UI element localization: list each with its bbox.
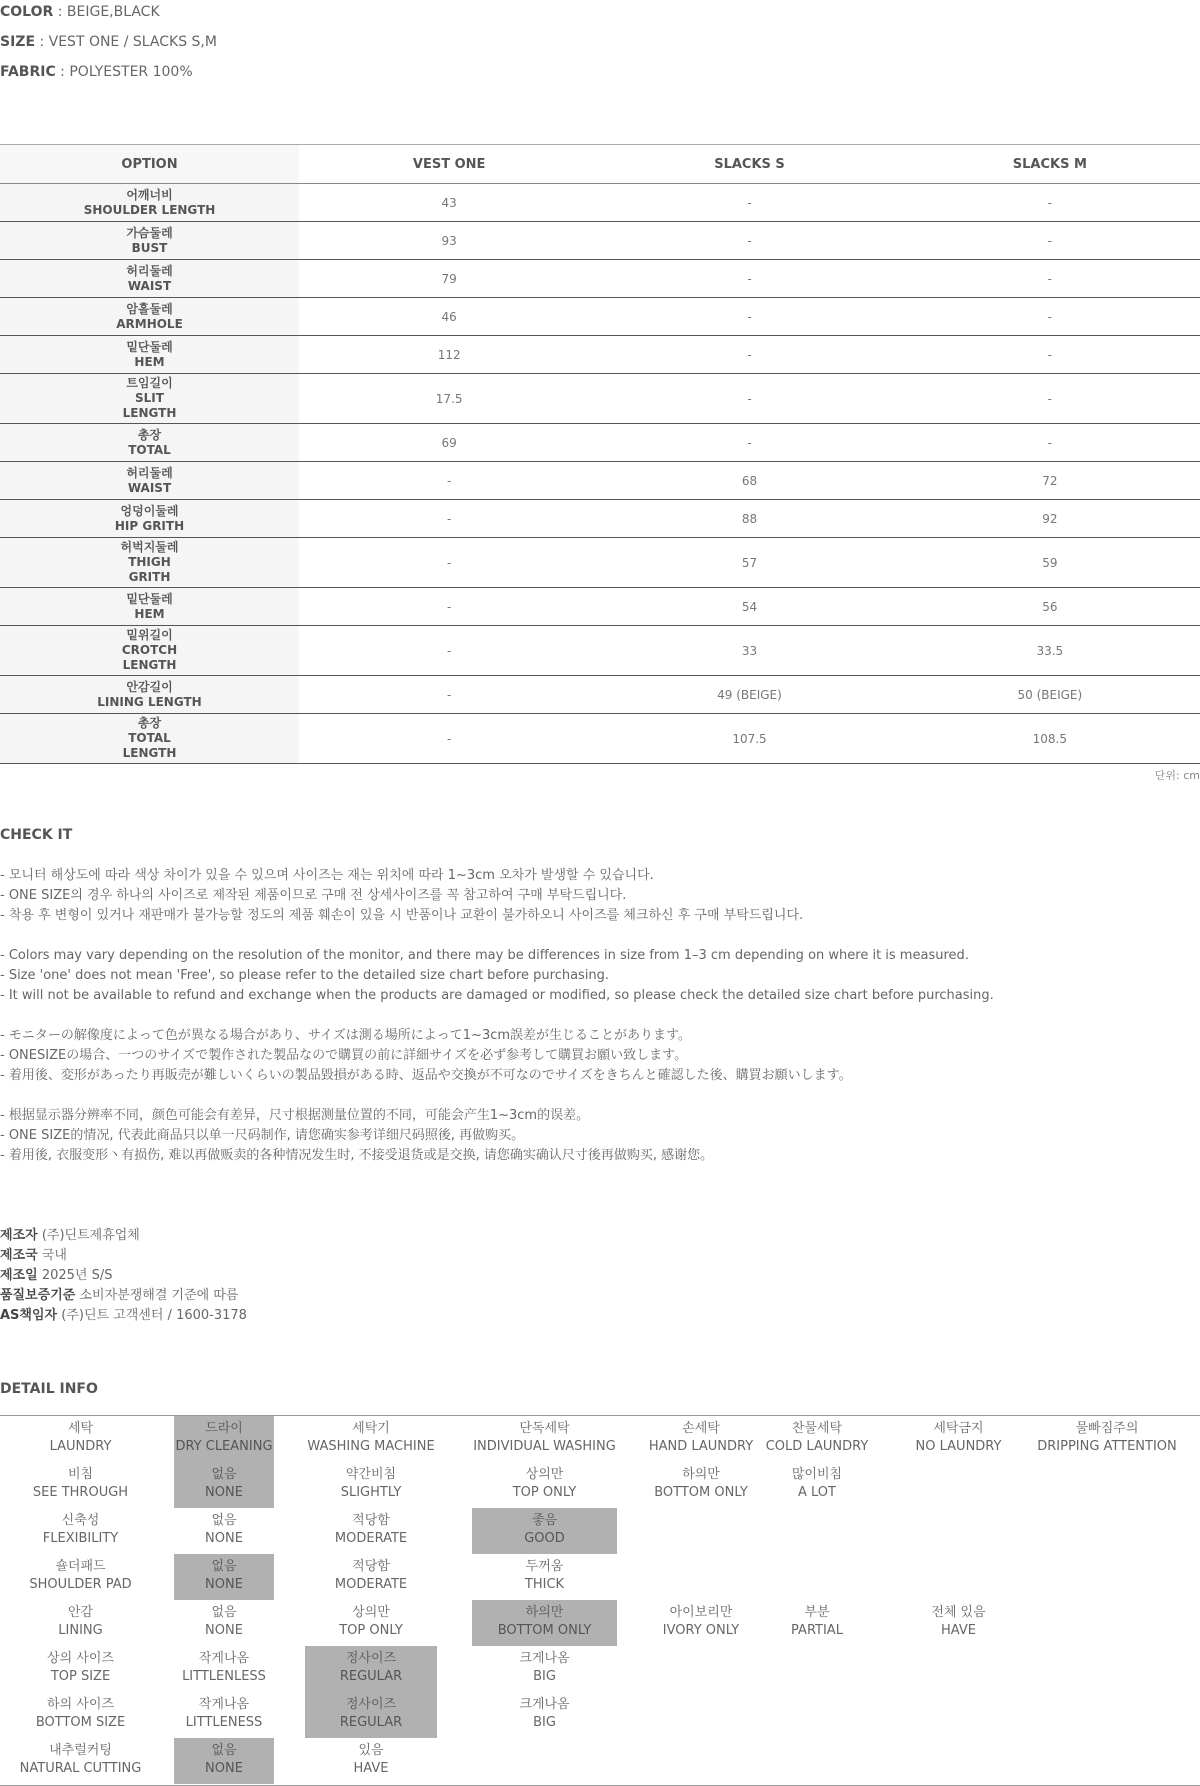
- detail-option-en: IVORY ONLY: [662, 1623, 740, 1638]
- detail-option-ko: 좋음: [531, 1513, 558, 1528]
- detail-option-en: GOOD: [524, 1531, 565, 1546]
- detail-option: [762, 1462, 872, 1508]
- detail-row-label: [0, 1462, 161, 1508]
- detail-option-ko: 드라이: [205, 1421, 243, 1436]
- measurement-value: 57: [599, 538, 899, 588]
- detail-option: [891, 1416, 1026, 1462]
- measurement-value: -: [299, 538, 599, 588]
- measurement-label: [0, 626, 299, 676]
- measurement-value: -: [299, 676, 599, 714]
- check-it-note: - モニターの解像度によって色が異なる場合があり、サイズは測る場所によって1~3cm誤差が生じることがあります。: [0, 1028, 691, 1043]
- detail-option-ko: 두꺼움: [525, 1559, 564, 1574]
- manufacturer-info: [0, 1226, 247, 1326]
- detail-option-ko: 작게나옴: [198, 1697, 250, 1712]
- measurement-value: 46: [299, 298, 599, 336]
- manufacturer-value: (주)딘트제휴업체: [37, 1228, 140, 1243]
- measurement-value: -: [900, 374, 1200, 424]
- detail-option-en: TOP ONLY: [512, 1485, 577, 1500]
- header-slacks-s: SLACKS S: [599, 145, 899, 184]
- measurement-value: 17.5: [299, 374, 599, 424]
- measurement-label-line: 허벅지둘레: [120, 540, 179, 554]
- detail-option-en: NONE: [205, 1761, 243, 1776]
- check-it-note: - Size 'one' does not mean 'Free', so please refer to the detailed size chart before purchasing.: [0, 968, 610, 983]
- detail-option-ko: 상의만: [352, 1605, 390, 1620]
- detail-option: [305, 1738, 437, 1784]
- detail-option: [305, 1600, 437, 1646]
- manufacturer-value: 2025년 S/S: [37, 1268, 113, 1283]
- check-it-note: - Colors may vary depending on the resolution of the monitor, and there may be differences in size from 1–3 cm depending on where it is measured.: [0, 948, 969, 963]
- detail-row-label: [0, 1600, 161, 1646]
- detail-option: [174, 1600, 274, 1646]
- detail-option-ko: 없음: [211, 1513, 237, 1528]
- detail-option: [891, 1600, 1026, 1646]
- detail-option-ko: 없음: [211, 1605, 237, 1620]
- measurement-label-line: 밑단둘레: [126, 339, 173, 354]
- measurement-label-line: SLIT: [135, 391, 164, 405]
- detail-option: [472, 1646, 617, 1692]
- detail-option-en: NONE: [205, 1531, 243, 1546]
- spec-color-key: COLOR: [0, 4, 54, 20]
- detail-option-en: MODERATE: [334, 1531, 408, 1546]
- measurement-value: 112: [299, 336, 599, 374]
- detail-option-ko: 있음: [358, 1743, 384, 1758]
- size-table-row: [0, 588, 1200, 626]
- measurement-label-line: THIGH: [128, 555, 171, 569]
- measurement-value: -: [599, 260, 899, 298]
- detail-option-en: INDIVIDUAL WASHING: [473, 1439, 616, 1454]
- check-it-note: - ONESIZEの場合、一つのサイズで製作された製品なので購買の前に詳細サイズを必ず参考して購買お願い致します。: [0, 1048, 688, 1063]
- measurement-value: 93: [299, 222, 599, 260]
- detail-option-selected: [305, 1692, 437, 1738]
- detail-row-label-ko: 상의 사이즈: [47, 1651, 114, 1666]
- detail-row-label-ko: 내추럴커팅: [49, 1743, 112, 1758]
- check-it-note: - It will not be available to refund and exchange when the products are damaged or modified, so please check the detailed size chart before purchasing.: [0, 988, 994, 1003]
- check-it-note: - ONE SIZE의 경우 하나의 사이즈로 제작된 제품이므로 구매 전 상세사이즈를 꼭 참고하여 구매 부탁드립니다.: [0, 888, 627, 903]
- measurement-value: -: [299, 588, 599, 626]
- detail-option-en: HAVE: [941, 1623, 976, 1638]
- detail-row-label-ko: 세탁: [67, 1421, 94, 1436]
- measurement-label: [0, 298, 299, 336]
- detail-option-ko: 없음: [211, 1559, 237, 1574]
- detail-option: [762, 1416, 872, 1462]
- measurement-label: [0, 260, 299, 298]
- unit-label: 단위: cm: [1154, 769, 1200, 782]
- detail-row-label: [0, 1738, 161, 1784]
- detail-option-ko: 단독세탁: [519, 1421, 570, 1436]
- detail-option-ko: 상의만: [525, 1467, 564, 1482]
- detail-option-en: DRY CLEANING: [175, 1439, 273, 1454]
- spec-fabric-value: : POLYESTER 100%: [55, 64, 193, 80]
- measurement-value: 33: [599, 626, 899, 676]
- manufacturer-row: [0, 1226, 247, 1246]
- measurement-value: -: [599, 336, 899, 374]
- detail-option-ko: 하의만: [682, 1467, 720, 1482]
- measurement-value: 56: [900, 588, 1200, 626]
- detail-option-en: COLD LAUNDRY: [765, 1439, 869, 1454]
- size-table-header: [0, 145, 1200, 184]
- manufacturer-row: [0, 1306, 247, 1326]
- detail-option-ko: 없음: [211, 1467, 237, 1482]
- measurement-value: 108.5: [900, 714, 1200, 764]
- detail-option-en: REGULAR: [339, 1669, 403, 1684]
- measurement-value: -: [900, 260, 1200, 298]
- detail-option-en: LITTLENLESS: [182, 1669, 266, 1684]
- detail-option-ko: 크게나옴: [519, 1651, 570, 1666]
- detail-option: [174, 1692, 274, 1738]
- measurement-label-line: LENGTH: [122, 746, 177, 760]
- detail-row-label-en: LAUNDRY: [49, 1439, 112, 1454]
- measurement-label: [0, 588, 299, 626]
- detail-option: [305, 1508, 437, 1554]
- detail-option-ko: 아이보리만: [669, 1605, 733, 1620]
- manufacturer-row: [0, 1286, 247, 1306]
- spec-color-value: : BEIGE,BLACK: [53, 4, 160, 20]
- measurement-label-line: SHOULDER LENGTH: [83, 202, 216, 217]
- header-slacks-m: SLACKS M: [900, 145, 1200, 184]
- manufacturer-key: 제조자: [0, 1228, 38, 1243]
- detail-option-ko: 전체 있음: [931, 1605, 986, 1620]
- measurement-value: 50 (BEIGE): [900, 676, 1200, 714]
- measurement-value: 69: [299, 424, 599, 462]
- measurement-value: -: [900, 336, 1200, 374]
- check-it-note: - 착용 후 변형이 있거나 재판매가 불가능할 정도의 제품 훼손이 있을 시 반품이나 교환이 불가하오니 사이즈를 체크하신 후 구매 부탁드립니다.: [0, 908, 804, 923]
- check-it-note: - 모니터 해상도에 따라 색상 차이가 있을 수 있으며 사이즈는 재는 위치에 따라 1~3cm 오차가 발생할 수 있습니다.: [0, 868, 654, 883]
- check-it-note: - 着用後, 衣服变形丶有损伤, 难以再做贩卖的各种情况发生时, 不接受退货或是交换, 请您确实确认尺寸後再做购买, 感谢您。: [0, 1148, 714, 1163]
- detail-row-label-en: SEE THROUGH: [32, 1485, 129, 1500]
- measurement-value: -: [900, 222, 1200, 260]
- detail-row-label-en: LINING: [58, 1623, 103, 1638]
- detail-option-ko: 찬물세탁: [791, 1421, 843, 1436]
- measurement-label-line: 총장: [137, 716, 162, 730]
- detail-option-selected: [174, 1554, 274, 1600]
- manufacturer-row: [0, 1266, 247, 1286]
- size-table-row: [0, 222, 1200, 260]
- detail-option-ko: 하의만: [525, 1605, 564, 1620]
- measurement-label-line: LINING LENGTH: [97, 694, 202, 709]
- measurement-label: [0, 184, 299, 222]
- detail-option: [174, 1646, 274, 1692]
- notes-gap: [0, 1086, 1200, 1106]
- measurement-value: 49 (BEIGE): [599, 676, 899, 714]
- measurement-label-line: 엉덩이둘레: [120, 503, 179, 518]
- check-it-note: - 着用後、変形があったり再販売が難しいくらいの製品毀損がある時、返品や交換が不可なのでサイズをきちんと確認した後、購買お願いします。: [0, 1068, 852, 1083]
- detail-row-label-en: TOP SIZE: [50, 1669, 111, 1684]
- measurement-label-line: LENGTH: [122, 658, 177, 672]
- detail-option-en: HAVE: [353, 1761, 389, 1776]
- size-table-row: [0, 500, 1200, 538]
- measurement-value: -: [900, 298, 1200, 336]
- check-it-note: - ONE SIZE的情况, 代表此商品只以单一尺码制作, 请您确实参考详细尺码照後, 再做购买。: [0, 1128, 525, 1143]
- measurement-label-line: WAIST: [127, 480, 172, 495]
- detail-option-en: BIG: [533, 1715, 556, 1730]
- detail-option: [305, 1416, 437, 1462]
- detail-option: [641, 1600, 761, 1646]
- measurement-value: 59: [900, 538, 1200, 588]
- detail-option: [641, 1416, 761, 1462]
- measurement-value: -: [299, 462, 599, 500]
- check-it-notes: [0, 866, 1200, 1166]
- detail-option: [472, 1692, 617, 1738]
- measurement-label-line: HEM: [134, 354, 165, 369]
- measurement-value: 43: [299, 184, 599, 222]
- measurement-value: -: [599, 184, 899, 222]
- manufacturer-value: 국내: [37, 1248, 67, 1263]
- detail-option-ko: 많이비침: [791, 1467, 843, 1482]
- size-table-row: [0, 184, 1200, 222]
- measurement-label-line: TOTAL: [128, 731, 171, 745]
- spec-size: [0, 34, 217, 50]
- size-table-row: [0, 538, 1200, 588]
- size-table: [0, 144, 1200, 764]
- measurement-label-line: 허리둘레: [126, 263, 173, 278]
- detail-option-en: MODERATE: [334, 1577, 408, 1592]
- detail-option-en: REGULAR: [339, 1715, 403, 1730]
- manufacturer-key: 제조국: [0, 1248, 38, 1263]
- detail-option-selected: [174, 1738, 274, 1784]
- detail-option-selected: [472, 1600, 617, 1646]
- spec-size-value: : VEST ONE / SLACKS S,M: [35, 34, 217, 50]
- spec-size-key: SIZE: [0, 34, 36, 50]
- measurement-value: 68: [599, 462, 899, 500]
- measurement-value: 54: [599, 588, 899, 626]
- detail-option: [762, 1600, 872, 1646]
- detail-option-ko: 작게나옴: [198, 1651, 250, 1666]
- measurement-label: [0, 676, 299, 714]
- measurement-value: 107.5: [599, 714, 899, 764]
- measurement-value: -: [599, 374, 899, 424]
- detail-row-label-en: SHOULDER PAD: [29, 1577, 132, 1592]
- detail-row-label-en: FLEXIBILITY: [42, 1531, 119, 1546]
- detail-option-ko: 세탁금지: [933, 1421, 984, 1436]
- detail-option-en: WASHING MACHINE: [307, 1439, 435, 1454]
- detail-option-ko: 적당함: [352, 1513, 390, 1528]
- measurement-value: -: [299, 500, 599, 538]
- manufacturer-value: 소비자분쟁해결 기준에 따름: [75, 1288, 239, 1303]
- detail-row-label-ko: 하의 사이즈: [47, 1697, 114, 1712]
- measurement-value: 92: [900, 500, 1200, 538]
- detail-option-selected: [174, 1462, 274, 1508]
- detail-option-ko: 없음: [211, 1743, 237, 1758]
- manufacturer-value: (주)딘트 고객센터 / 1600-3178: [57, 1308, 247, 1323]
- detail-option-en: DRIPPING ATTENTION: [1037, 1439, 1177, 1454]
- detail-option-en: BOTTOM ONLY: [654, 1485, 748, 1500]
- measurement-label-line: 트임길이: [126, 376, 173, 390]
- spec-color: [0, 4, 160, 20]
- measurement-label-line: BUST: [131, 240, 168, 255]
- header-vest-one: VEST ONE: [299, 145, 599, 184]
- measurement-value: 72: [900, 462, 1200, 500]
- detail-option-ko: 손세탁: [682, 1421, 720, 1436]
- detail-row-label: [0, 1554, 161, 1600]
- detail-option-ko: 정사이즈: [345, 1697, 397, 1712]
- detail-row-label-en: BOTTOM SIZE: [35, 1715, 126, 1730]
- manufacturer-row: [0, 1246, 247, 1266]
- detail-option-en: PARTIAL: [791, 1623, 843, 1638]
- measurement-value: 79: [299, 260, 599, 298]
- detail-option: [305, 1554, 437, 1600]
- detail-row-label-ko: 비침: [67, 1467, 94, 1482]
- detail-option-ko: 세탁기: [352, 1421, 390, 1436]
- detail-row-label-ko: 안감: [67, 1605, 94, 1620]
- detail-option-en: TOP ONLY: [339, 1623, 403, 1638]
- detail-option-ko: 정사이즈: [345, 1651, 397, 1666]
- size-table-row: [0, 424, 1200, 462]
- detail-row-label: [0, 1646, 161, 1692]
- measurement-label: [0, 462, 299, 500]
- detail-row-label-ko: 숄더패드: [55, 1559, 106, 1574]
- measurement-label-line: 밑위길이: [126, 628, 173, 642]
- notes-gap: [0, 1006, 1200, 1026]
- measurement-value: 33.5: [900, 626, 1200, 676]
- measurement-value: -: [299, 626, 599, 676]
- measurement-label-line: ARMHOLE: [116, 316, 183, 331]
- measurement-label-line: 허리둘레: [126, 465, 173, 480]
- detail-option-en: BIG: [533, 1669, 556, 1684]
- size-table-row: [0, 336, 1200, 374]
- detail-option-en: BOTTOM ONLY: [497, 1623, 592, 1638]
- check-it-title: CHECK IT: [0, 827, 73, 843]
- notes-gap: [0, 926, 1200, 946]
- measurement-label-line: 밑단둘레: [126, 591, 173, 606]
- header-option: OPTION: [0, 145, 299, 184]
- measurement-label: [0, 336, 299, 374]
- size-table-row: [0, 714, 1200, 764]
- detail-option-en: A LOT: [798, 1485, 836, 1500]
- detail-option-selected: [305, 1646, 437, 1692]
- detail-option-selected: [174, 1416, 274, 1462]
- detail-row-label-ko: 신축성: [61, 1513, 100, 1528]
- measurement-value: -: [599, 222, 899, 260]
- measurement-label: [0, 374, 299, 424]
- size-table-row: [0, 626, 1200, 676]
- measurement-label-line: WAIST: [127, 278, 172, 293]
- detail-option-en: NO LAUNDRY: [915, 1439, 1002, 1454]
- spec-fabric-key: FABRIC: [0, 64, 56, 80]
- measurement-label-line: 총장: [137, 427, 162, 442]
- check-it-note: - 根据显示器分辨率不同，颜色可能会有差异，尺寸根据测量位置的不同，可能会产生1~3cm的误差。: [0, 1108, 590, 1123]
- measurement-label-line: LENGTH: [122, 406, 177, 420]
- detail-option-ko: 물빠짐주의: [1075, 1421, 1139, 1436]
- detail-option: [305, 1462, 437, 1508]
- detail-info-title: DETAIL INFO: [0, 1381, 98, 1397]
- measurement-label-line: 어깨너비: [126, 187, 173, 202]
- detail-option-en: THICK: [524, 1577, 565, 1592]
- size-table-row: [0, 374, 1200, 424]
- detail-option: [641, 1462, 761, 1508]
- detail-option-en: NONE: [205, 1485, 243, 1500]
- detail-option-en: SLIGHTLY: [340, 1485, 402, 1500]
- size-table-body: [0, 184, 1200, 764]
- measurement-value: -: [900, 184, 1200, 222]
- detail-option-selected: [472, 1508, 617, 1554]
- measurement-label-line: CROTCH: [121, 643, 178, 657]
- spec-fabric: [0, 64, 193, 80]
- detail-option-ko: 부분: [804, 1605, 830, 1620]
- measurement-label-line: GRITH: [128, 570, 171, 584]
- detail-option: [174, 1508, 274, 1554]
- measurement-label: [0, 222, 299, 260]
- detail-option-ko: 약간비침: [345, 1467, 397, 1482]
- detail-row-label-en: NATURAL CUTTING: [19, 1761, 142, 1776]
- detail-option: [472, 1554, 617, 1600]
- measurement-label: [0, 500, 299, 538]
- size-table-row: [0, 298, 1200, 336]
- measurement-value: -: [900, 424, 1200, 462]
- detail-row-label: [0, 1692, 161, 1738]
- manufacturer-key: 제조일: [0, 1268, 38, 1283]
- size-table-row: [0, 260, 1200, 298]
- manufacturer-key: 품질보증기준: [0, 1288, 76, 1303]
- measurement-label-line: HEM: [134, 606, 165, 621]
- detail-row-label: [0, 1508, 161, 1554]
- detail-row-label: [0, 1416, 161, 1462]
- measurement-label-line: TOTAL: [128, 442, 171, 457]
- detail-option: [472, 1462, 617, 1508]
- detail-option-en: NONE: [205, 1623, 243, 1638]
- detail-option-en: NONE: [205, 1577, 243, 1592]
- measurement-value: -: [299, 714, 599, 764]
- detail-option-en: LITTLENESS: [185, 1715, 263, 1730]
- detail-option-en: HAND LAUNDRY: [648, 1439, 754, 1454]
- measurement-label: [0, 424, 299, 462]
- measurement-label: [0, 714, 299, 764]
- manufacturer-key: AS책임자: [0, 1308, 58, 1323]
- measurement-label-line: 가슴둘레: [126, 225, 173, 240]
- measurement-label-line: 안감길이: [126, 679, 173, 694]
- measurement-value: 88: [599, 500, 899, 538]
- measurement-label-line: HIP GRITH: [114, 518, 185, 533]
- measurement-value: -: [599, 424, 899, 462]
- detail-option: [1027, 1416, 1187, 1462]
- detail-option-ko: 크게나옴: [519, 1697, 570, 1712]
- measurement-label: [0, 538, 299, 588]
- size-table-row: [0, 676, 1200, 714]
- measurement-label-line: 암홀둘레: [126, 301, 173, 316]
- detail-option-ko: 적당함: [352, 1559, 390, 1574]
- detail-option: [472, 1416, 617, 1462]
- measurement-value: -: [599, 298, 899, 336]
- size-table-row: [0, 462, 1200, 500]
